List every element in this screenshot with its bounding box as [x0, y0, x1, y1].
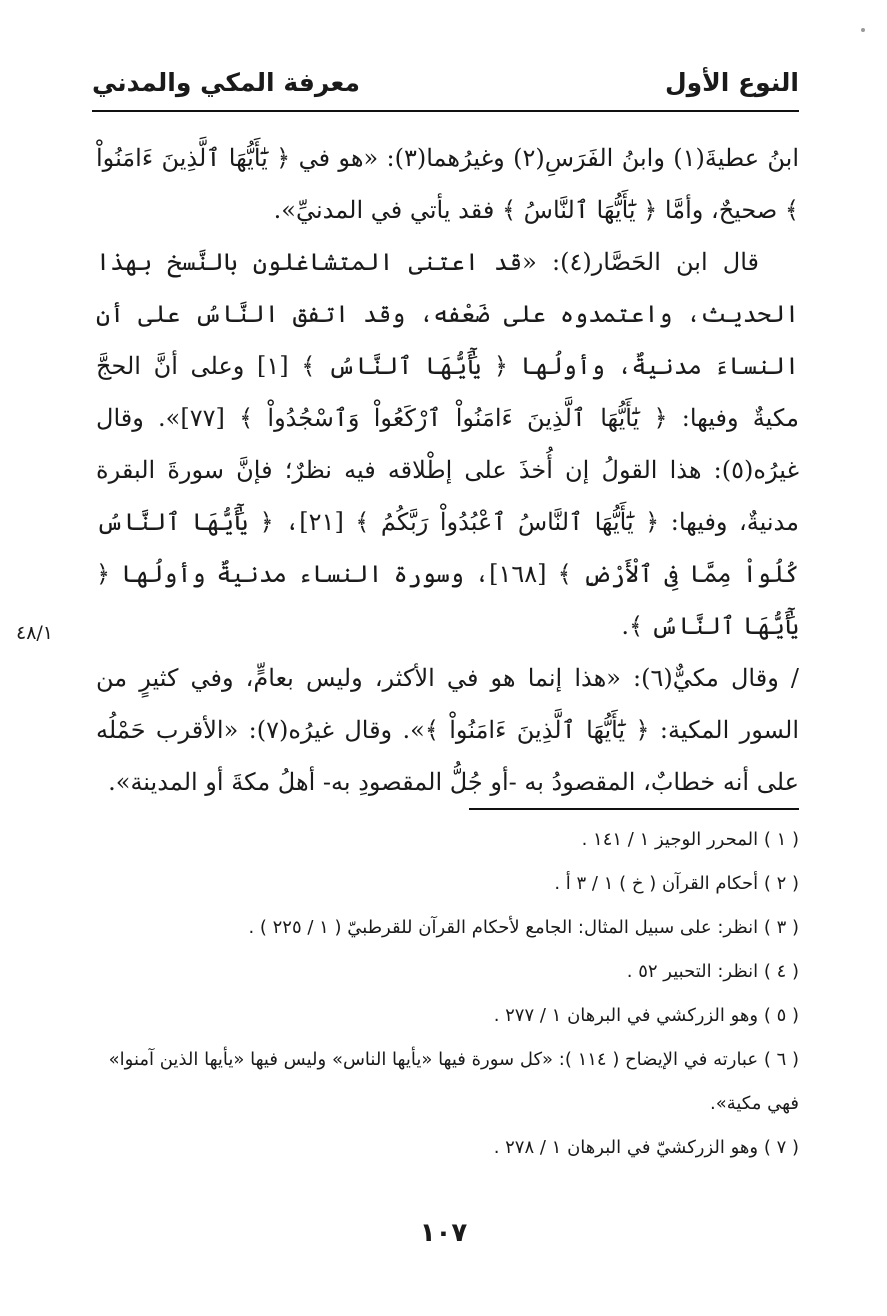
- section-title: معرفة المكي والمدني: [92, 67, 361, 97]
- footnote-6: ( ٦ ) عبارته في الإيضاح ( ١١٤ ): «كل سورة فيها «يأيها الناس» وليس فيها «يأيها الذين آمنوا» فهي مكية».: [108, 1049, 799, 1114]
- footnote-3: ( ٣ ) انظر: على سبيل المثال: الجامع لأحكام القرآن للقرطبيّ ( ١ / ٢٢٥ ) .: [248, 917, 799, 938]
- page-number: ١٠٧: [419, 1218, 468, 1248]
- manuscript-folio-note: ٤٨/١: [16, 622, 54, 644]
- paragraph-1: ابنُ عطيةَ(١) وابنُ الفَرَسِ(٢) وغيرُهما(٣): «هو في ﴿ يَٰٓأَيُّهَا ٱلَّذِينَ ءَامَنُواْ ﴾ صحيحٌ، وأمَّا ﴿ يَٰٓأَيُّهَا ٱلنَّاسُ ﴾ فقد يأتي في المدنيِّ».: [96, 144, 800, 224]
- chapter-title: النوع الأول: [664, 67, 799, 97]
- footnote-divider: [469, 808, 799, 810]
- footnotes: [96, 818, 799, 1170]
- footnote-5: ( ٥ ) وهو الزركشي في البرهان ١ / ٢٧٧ .: [493, 1005, 799, 1026]
- paragraph-2: قال ابن الحَصَّار(٤): «قد اعتنى المتشاغلون بالنَّسخ بهذا الحديث، واعتمدوه على ضَعْفه، وقد اتفق النَّاسُ على أن النساءَ مدنيةٌ، وأولُها ﴿ يَٰٓأَيُّهَا ٱلنَّاسُ ﴾ [١] وعلى أنَّ الحجَّ مكيةٌ وفيها: ﴿ يَٰٓأَيُّهَا ٱلَّذِينَ ءَامَنُواْ ٱرْكَعُواْ وَٱسْجُدُواْ ﴾ [٧٧]». وقال غيرُه(٥): هذا القولُ إن أُخذَ على إطْلاقه فيه نظرٌ؛ فإنَّ سورةَ البقرة مدنيةٌ، وفيها: ﴿ يَٰٓأَيُّهَا ٱلنَّاسُ ٱعْبُدُواْ رَبَّكُمُ ﴾ [٢١]، ﴿ يَٰٓأَيُّهَا ٱلنَّاسُ كُلُواْ مِمَّا فِى ٱلْأَرْضِ ﴾ [١٦٨]، وسورة النساء مدنيةٌ وأولُها ﴿ يَٰٓأَيُّهَا ٱلنَّاسُ ﴾.: [96, 248, 800, 640]
- running-header: [92, 60, 799, 104]
- corner-mark: [861, 28, 865, 32]
- footnote-4: ( ٤ ) انظر: التحبير ٥٢ .: [626, 961, 799, 982]
- main-text: [96, 132, 799, 808]
- footnote-2: ( ٢ ) أحكام القرآن ( خ ) ١ / ٣ أ .: [554, 873, 799, 894]
- footnote-7: ( ٧ ) وهو الزركشيّ في البرهان ١ / ٢٧٨ .: [493, 1137, 799, 1158]
- paragraph-3: / وقال مكيٌّ(٦): «هذا إنما هو في الأكثر، وليس بعامٍّ، وفي كثيرٍ من السور المكية: ﴿ يَٰٓأَيُّهَا ٱلَّذِينَ ءَامَنُواْ ﴾». وقال غيرُه(٧): «الأقرب حَمْلُه على أنه خطابٌ، المقصودُ به -أو جُلُّ المقصودِ به- أهلُ مكةَ أو المدينة».: [96, 664, 800, 796]
- header-divider: [92, 110, 799, 112]
- footnote-1: ( ١ ) المحرر الوجيز ١ / ١٤١ .: [581, 829, 799, 850]
